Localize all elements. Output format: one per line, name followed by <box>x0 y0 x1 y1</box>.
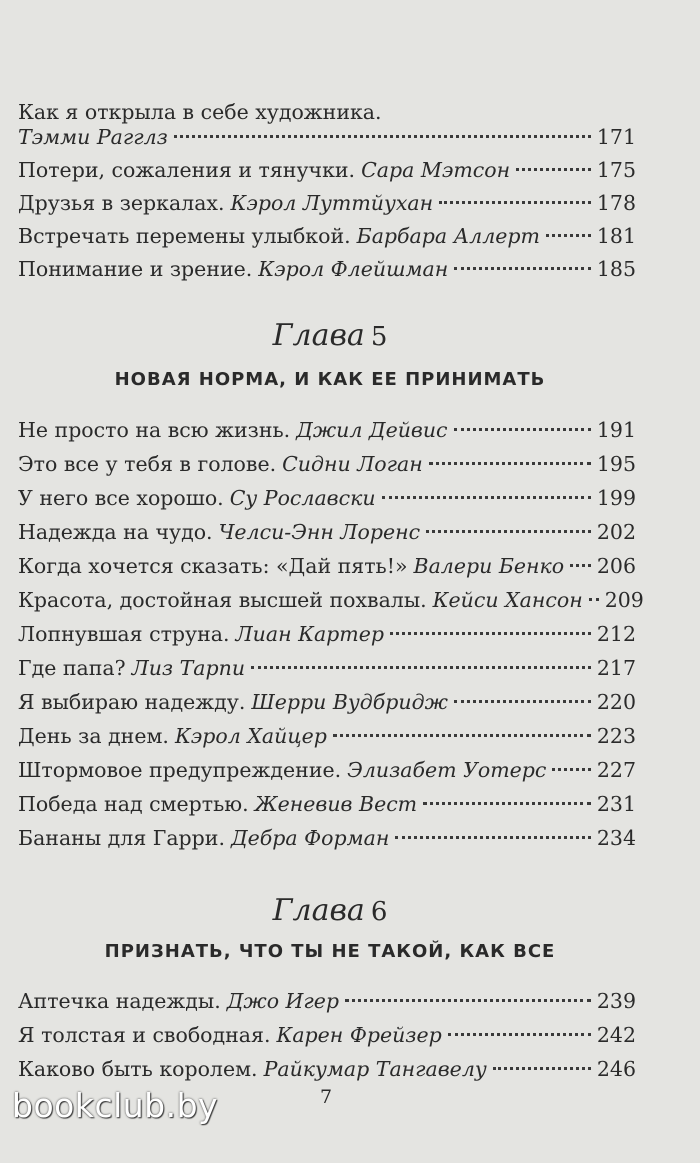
toc-entry-page: 246 <box>596 1057 636 1081</box>
chapter-subtitle: ПРИЗНАТЬ, ЧТО ТЫ НЕ ТАКОЙ, КАК ВСЕ <box>104 941 556 962</box>
chapter-heading <box>0 316 660 357</box>
toc-entry <box>18 789 636 819</box>
toc-entry-title: Красота, достойная высшей похвалы. <box>18 588 427 612</box>
toc-entry-author: Лиз Тарпи <box>131 656 246 680</box>
toc-entry-title: Надежда на чудо. <box>18 520 213 544</box>
toc-entry-page: 217 <box>596 656 636 680</box>
toc-entry-page: 199 <box>596 486 636 510</box>
toc-entry-author: Су Рославски <box>229 486 376 510</box>
toc-entry <box>18 619 636 649</box>
toc-entry <box>18 721 636 751</box>
toc-entry-author: Лиан Картер <box>235 622 384 646</box>
leader-dots <box>251 666 591 669</box>
toc-entry <box>18 415 636 445</box>
toc-entry-page: 181 <box>596 224 636 248</box>
watermark: bookclub.by <box>12 1086 219 1125</box>
toc-entry-author: Тэмми Рагглз <box>18 125 168 149</box>
toc-entry <box>18 188 636 218</box>
toc-entry-author: Сидни Логан <box>282 452 423 476</box>
toc-entry-title: Штормовое предупреждение. <box>18 758 342 782</box>
leader-dots <box>333 734 591 737</box>
chapter-heading <box>0 891 660 932</box>
toc-entry-page: 185 <box>596 257 636 281</box>
leader-dots <box>570 564 591 567</box>
page-number: 7 <box>320 1086 333 1108</box>
chapter-label: Глава <box>272 893 365 928</box>
toc-entry-page: 202 <box>596 520 636 544</box>
toc-entry-author: Валери Бенко <box>413 554 565 578</box>
toc-entry-author: Карен Фрейзер <box>276 1023 442 1047</box>
toc-entry-title: Каково быть королем. <box>18 1057 258 1081</box>
toc-entry-page: 227 <box>596 758 636 782</box>
toc-entry-title: Встречать перемены улыбкой. <box>18 224 351 248</box>
leader-dots <box>429 462 591 465</box>
toc-entry-title-line: Как я открыла в себе художника. <box>18 100 382 124</box>
toc-entry-author: Барбара Аллерт <box>356 224 540 248</box>
toc-entry-author: Кэрол Хайцер <box>174 724 327 748</box>
toc-entry-title: Я выбираю надежду. <box>18 690 246 714</box>
toc-entry-title: Где папа? <box>18 656 126 680</box>
toc-entry-author: Челси-Энн Лоренс <box>218 520 421 544</box>
toc-entry <box>18 687 636 717</box>
toc-entry-page: 209 <box>604 588 644 612</box>
toc-entry-title: День за днем. <box>18 724 169 748</box>
toc-entry-author: Женевив Вест <box>254 792 418 816</box>
leader-dots <box>390 632 591 635</box>
chapter-label: Глава <box>272 318 365 353</box>
leader-dots <box>345 999 591 1002</box>
toc-entry-title: Друзья в зеркалах. <box>18 191 225 215</box>
leader-dots <box>454 428 591 431</box>
toc-entry-page: 178 <box>596 191 636 215</box>
toc-entry-author: Кэрол Луттйухан <box>230 191 434 215</box>
toc-entry-title: Это все у тебя в голове. <box>18 452 277 476</box>
toc-entry-title: Победа над смертью. <box>18 792 249 816</box>
toc-entry-title: Я толстая и свободная. <box>18 1023 271 1047</box>
leader-dots <box>493 1067 591 1070</box>
toc-entry-page: 231 <box>596 792 636 816</box>
leader-dots <box>382 496 591 499</box>
toc-entry-title: Бананы для Гарри. <box>18 826 225 850</box>
toc-entry-page: 175 <box>596 158 636 182</box>
toc-entry <box>18 653 636 683</box>
toc-entry-title: Не просто на всю жизнь. <box>18 418 291 442</box>
toc-entry <box>18 517 636 547</box>
toc-entry-title: Понимание и зрение. <box>18 257 253 281</box>
toc-entry-page: 223 <box>596 724 636 748</box>
leader-dots <box>552 768 590 771</box>
toc-entry-author: Дебра Форман <box>230 826 390 850</box>
toc-entry-author: Кэрол Флейшман <box>258 257 449 281</box>
chapter-number: 6 <box>370 897 388 927</box>
leader-dots <box>423 802 591 805</box>
toc-entry <box>18 122 636 152</box>
toc-entry-page: 212 <box>596 622 636 646</box>
toc-entry-page: 242 <box>596 1023 636 1047</box>
toc-entry-author: Кейси Хансон <box>432 588 583 612</box>
toc-entry <box>18 986 636 1016</box>
leader-dots <box>516 168 591 171</box>
leader-dots <box>439 201 591 204</box>
toc-entry-author: Сара Мэтсон <box>361 158 511 182</box>
toc-entry-page: 234 <box>596 826 636 850</box>
toc-entry-title: Потери, сожаления и тянучки. <box>18 158 356 182</box>
toc-entry <box>18 254 636 284</box>
leader-dots <box>426 530 591 533</box>
toc-entry-page: 195 <box>596 452 636 476</box>
toc-entry <box>18 755 636 785</box>
toc-entry <box>18 1020 636 1050</box>
toc-entry-title: Аптечка надежды. <box>18 989 221 1013</box>
leader-dots <box>454 267 591 270</box>
leader-dots <box>448 1033 591 1036</box>
toc-entry-author: Джил Дейвис <box>296 418 448 442</box>
toc-entry <box>18 823 636 853</box>
toc-entry-page: 171 <box>596 125 636 149</box>
chapter-subtitle: НОВАЯ НОРМА, И КАК ЕЕ ПРИНИМАТЬ <box>114 369 546 390</box>
toc-entry-title: Когда хочется сказать: «Дай пять!» <box>18 554 408 578</box>
toc-entry-title: У него все хорошо. <box>18 486 224 510</box>
toc-entry <box>18 551 636 581</box>
toc-entry <box>18 449 636 479</box>
toc-entry-author: Шерри Вудбридж <box>251 690 448 714</box>
toc-entry <box>18 585 644 615</box>
toc-entry-page: 191 <box>596 418 636 442</box>
leader-dots <box>395 836 591 839</box>
toc-entry-page: 220 <box>596 690 636 714</box>
toc-entry-author: Элизабет Уотерс <box>347 758 547 782</box>
toc-entry <box>18 1054 636 1084</box>
leader-dots <box>174 135 591 138</box>
chapter-number: 5 <box>370 322 388 352</box>
toc-entry <box>18 221 636 251</box>
toc-entry-title: Лопнувшая струна. <box>18 622 230 646</box>
toc-entry <box>18 155 636 185</box>
toc-entry-page: 206 <box>596 554 636 578</box>
toc-entry-page: 239 <box>596 989 636 1013</box>
toc-entry-author: Райкумар Тангавелу <box>263 1057 487 1081</box>
leader-dots <box>589 598 599 601</box>
toc-entry <box>18 483 636 513</box>
toc-entry-author: Джо Игер <box>226 989 340 1013</box>
leader-dots <box>546 234 591 237</box>
leader-dots <box>454 700 591 703</box>
